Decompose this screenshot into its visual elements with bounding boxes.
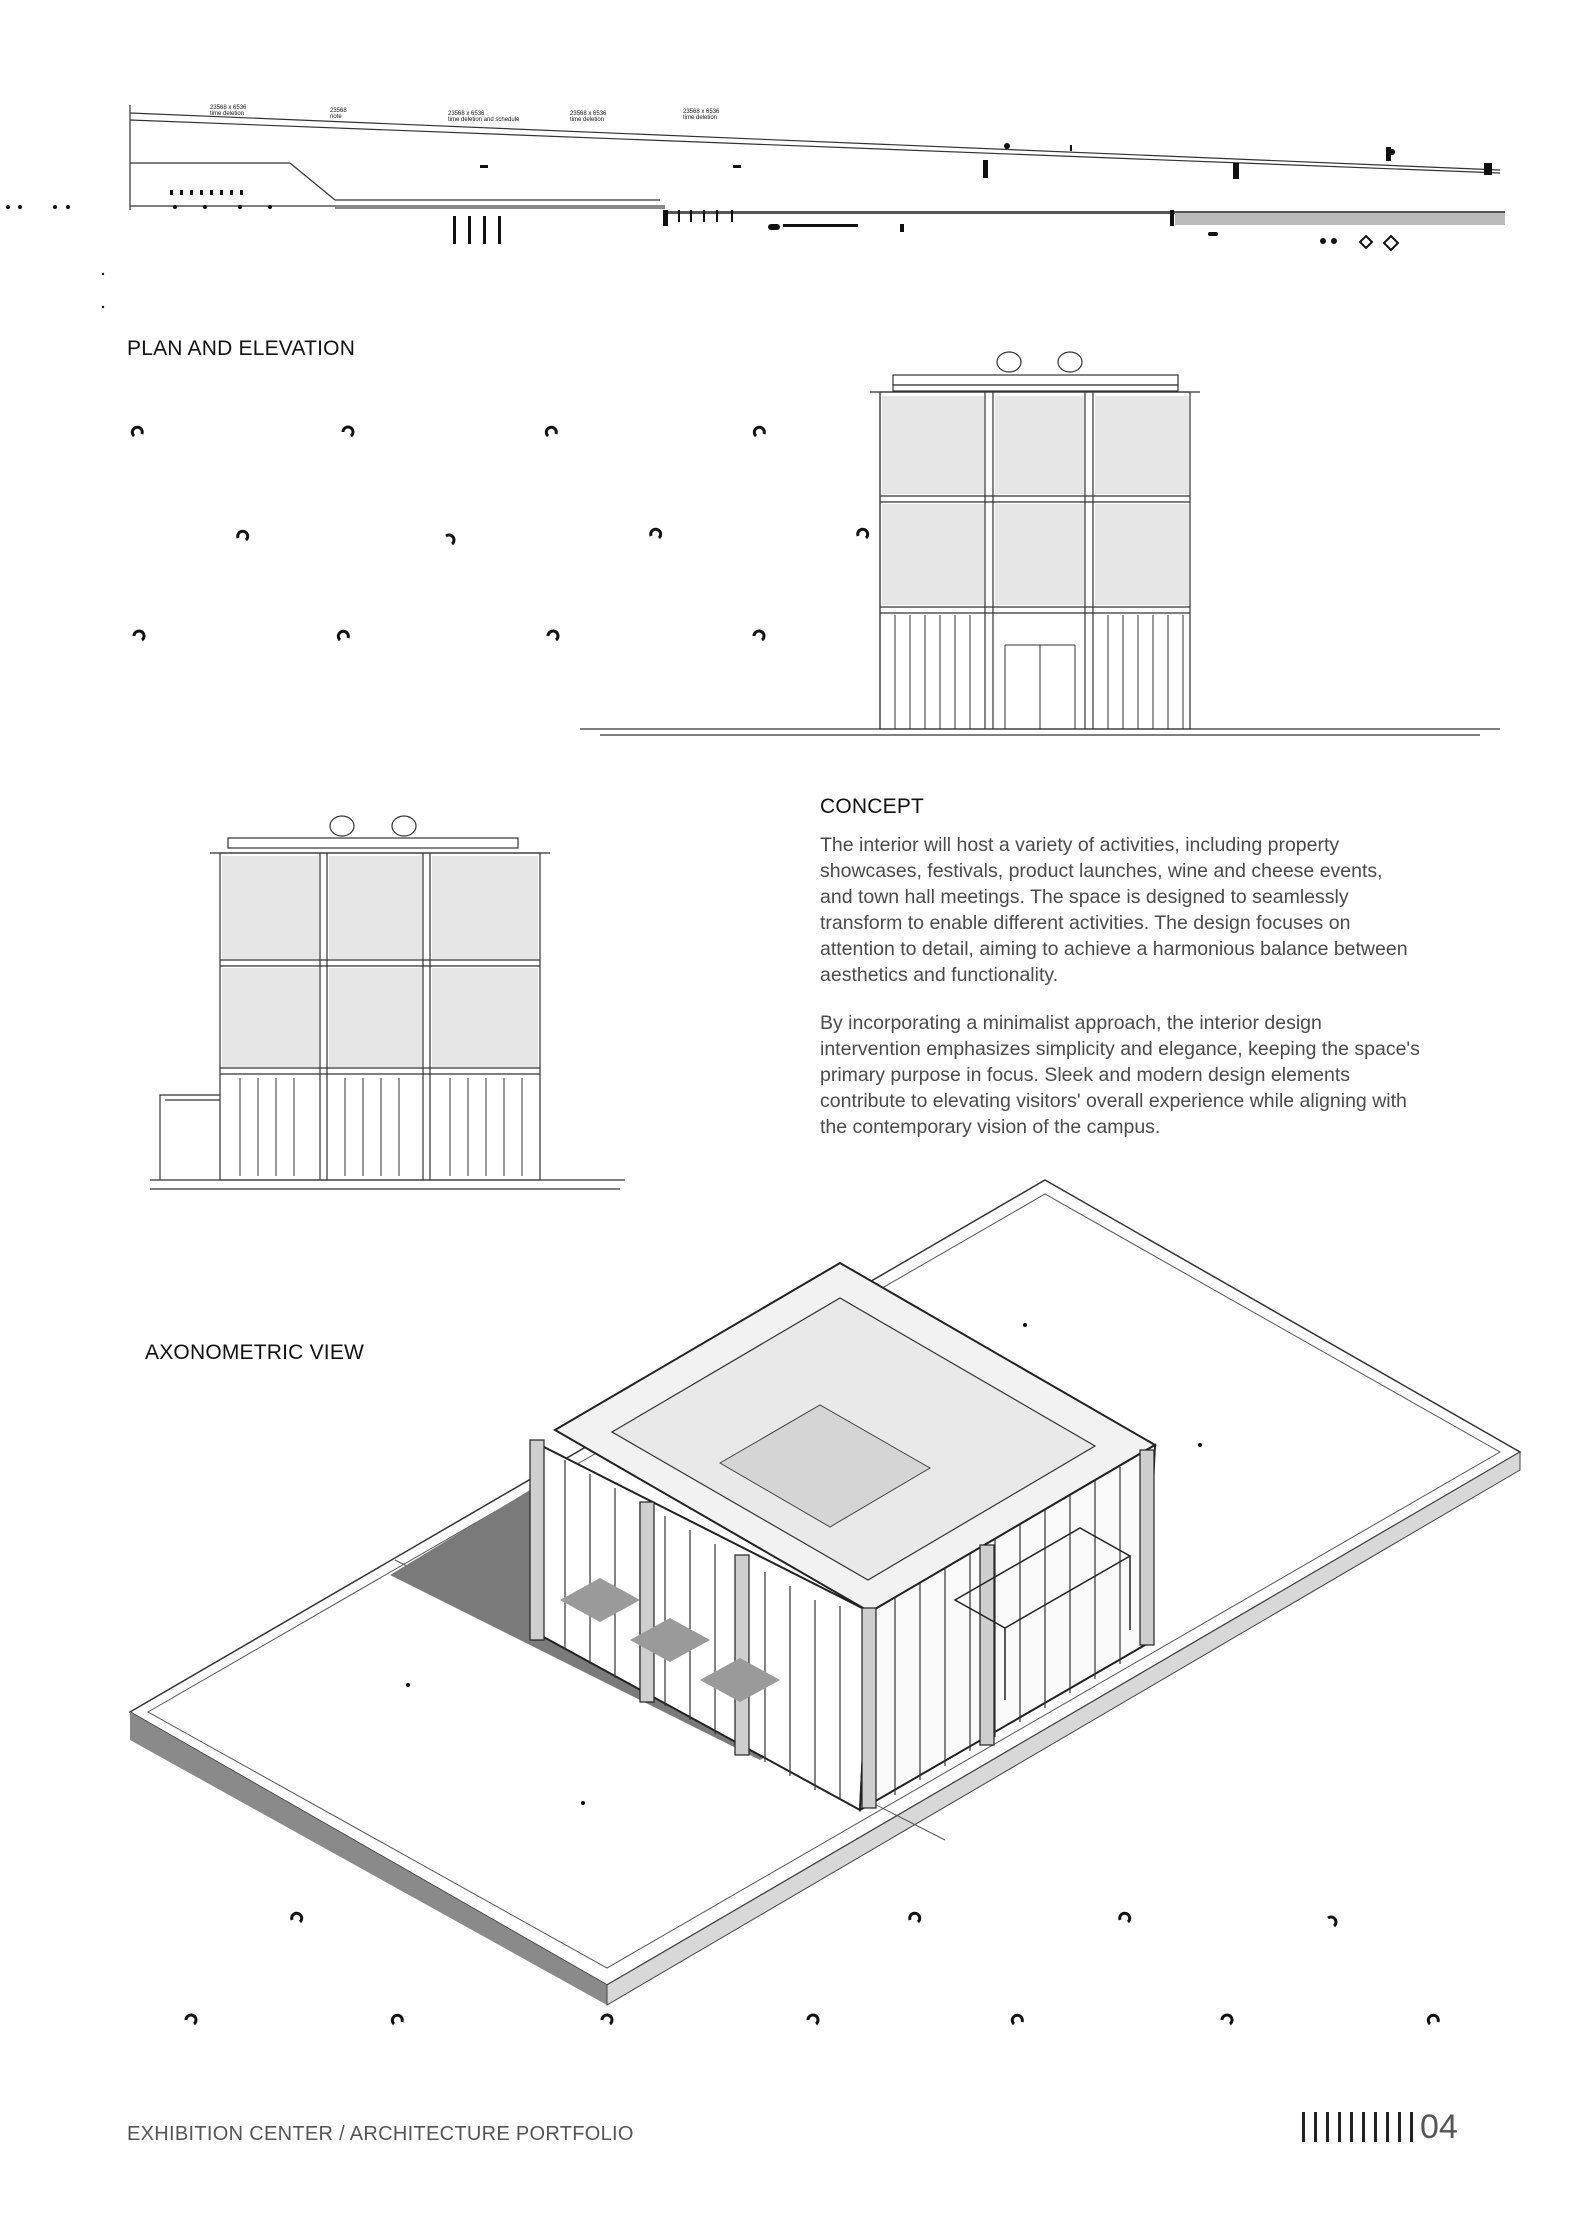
- svg-text:23568 x 6536: 23568 x 6536: [570, 111, 607, 117]
- page-bars-icon: [1326, 2112, 1329, 2142]
- svg-text:time deletion: time deletion: [683, 115, 718, 121]
- concept-heading: CONCEPT: [820, 795, 925, 818]
- page-bars-icon: [1302, 2112, 1305, 2142]
- page-number: 04: [1420, 2107, 1458, 2146]
- page-bars-icon: [1398, 2112, 1401, 2142]
- page-bars-icon: [1338, 2112, 1341, 2142]
- page-bars-icon: [1362, 2112, 1365, 2142]
- page-bars-icon: [1350, 2112, 1353, 2142]
- svg-text:time deletion and schedule: time deletion and schedule: [448, 117, 520, 123]
- svg-text:23568 x 6536: 23568 x 6536: [448, 111, 485, 117]
- svg-text:note: note: [330, 114, 342, 120]
- concept-paragraph-1: The interior will host a variety of activities, including property showcases, festivals, product launches, wine and cheese events, and town hall meetings. The space is designed to seamlessly transform to enable different activities. The design focuses on attention to detail, aiming to achieve a harmonious balance between aesthetics and functionality.: [820, 834, 1408, 986]
- svg-text:time deletion: time deletion: [210, 111, 245, 117]
- svg-text:23568: 23568: [330, 108, 347, 114]
- page-bars-icon: [1386, 2112, 1389, 2142]
- svg-text:23568 x 6536: 23568 x 6536: [210, 105, 247, 111]
- page-bars-icon: [1410, 2112, 1413, 2142]
- page-bars-icon: [1374, 2112, 1377, 2142]
- footer-project-label: EXHIBITION CENTER / ARCHITECTURE PORTFOLIO: [127, 2123, 634, 2145]
- plan-elevation-heading: PLAN AND ELEVATION: [127, 337, 356, 360]
- axonometric-heading: AXONOMETRIC VIEW: [145, 1341, 365, 1364]
- concept-paragraph-2: By incorporating a minimalist approach, the interior design intervention emphasizes simplicity and elegance, keeping the space's primary purpose in focus. Sleek and modern design elements contribute to elevating visitors' overall experience while aligning with the contemporary vision of the campus.: [820, 1012, 1420, 1138]
- page-number-block: [1302, 2107, 1458, 2146]
- page-bars-icon: [1314, 2112, 1317, 2142]
- svg-text:23568 x 6536: 23568 x 6536: [683, 109, 720, 115]
- svg-text:time deletion: time deletion: [570, 117, 605, 123]
